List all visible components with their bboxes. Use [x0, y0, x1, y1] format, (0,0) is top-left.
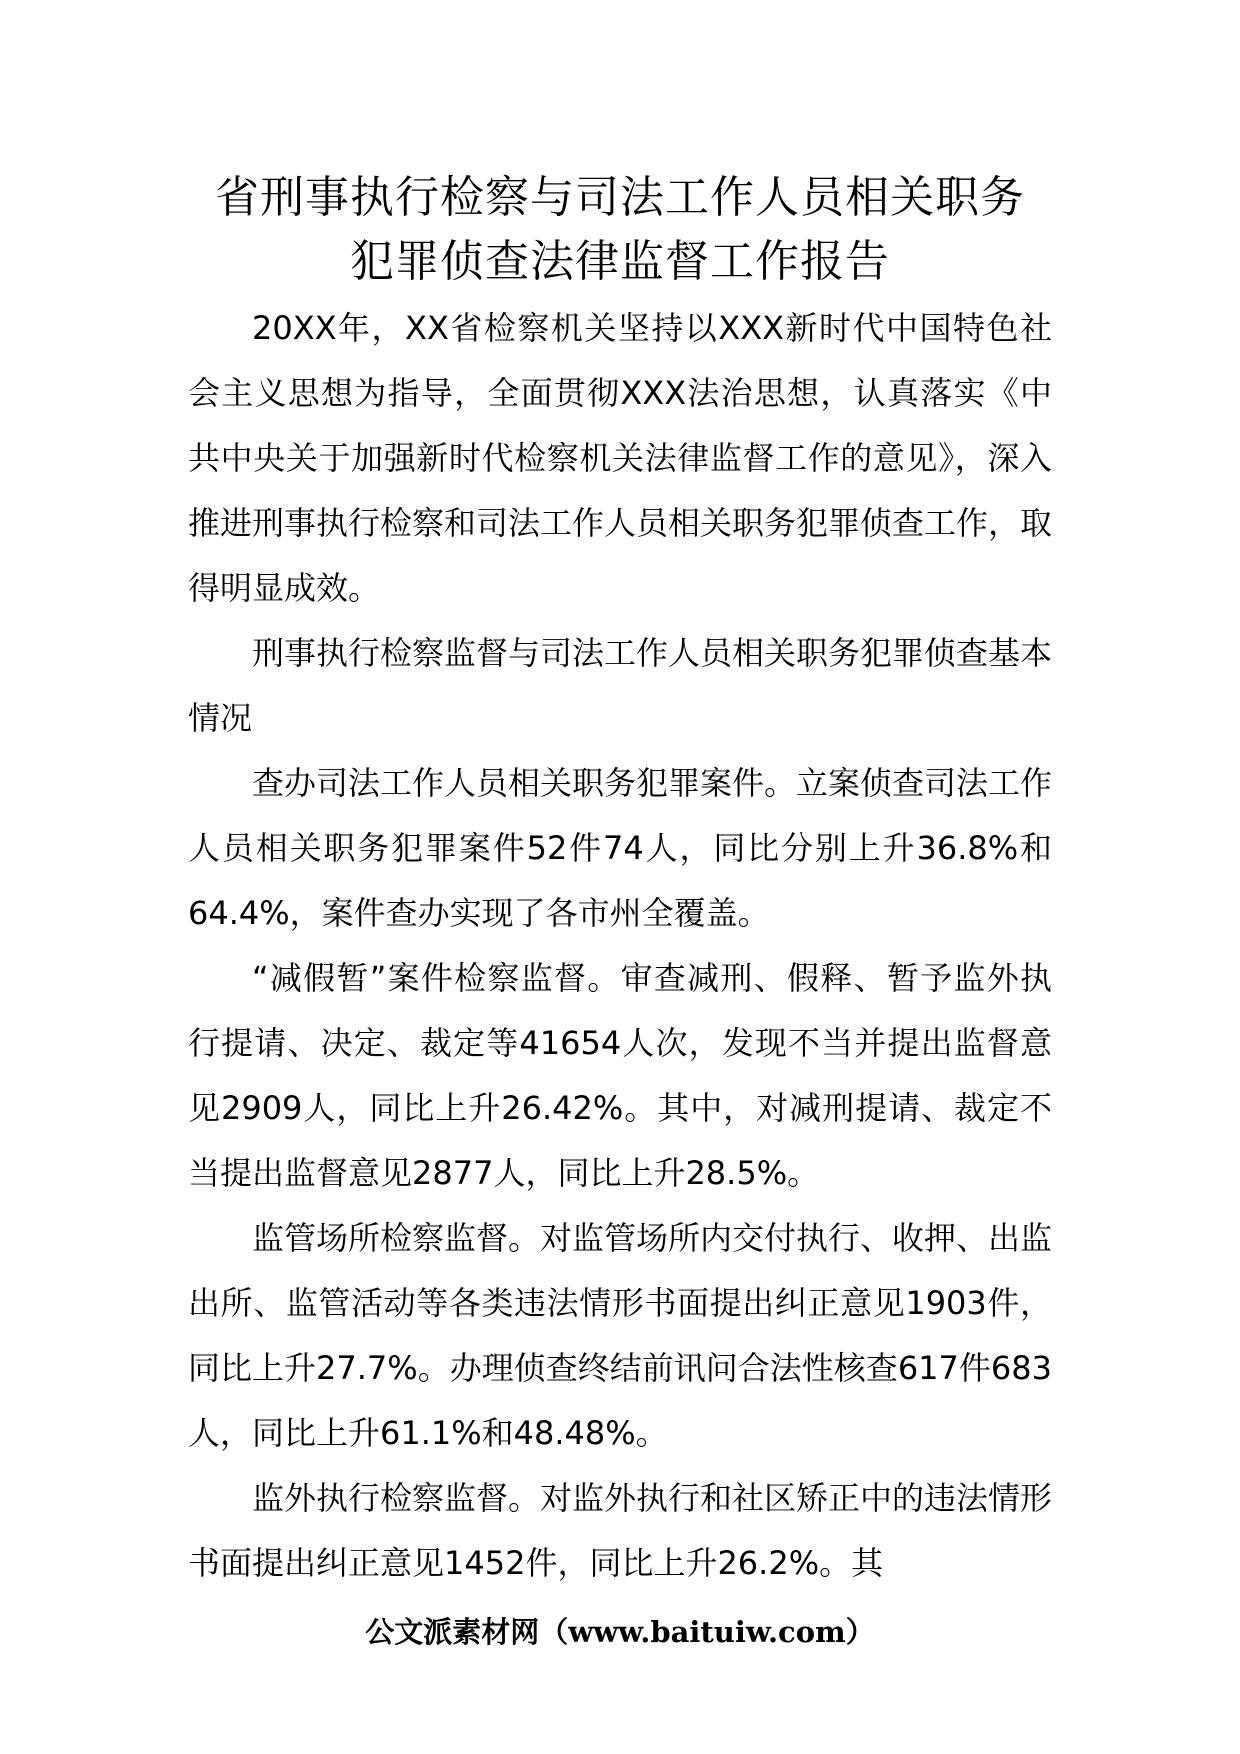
paragraph-section-heading: 刑事执行检察监督与司法工作人员相关职务犯罪侦查基本情况 [188, 634, 1053, 737]
paragraph-commutation-supervision: “减假暂”案件检察监督。审查减刑、假释、暂予监外执行提请、决定、裁定等41654人次，发现不当并提出监督意见2909人，同比上升26.42%。其中，对减刑提请、裁定不当提出监督意见2877人，同比上升28.5%。 [188, 959, 1052, 1192]
footer-watermark: 公文派素材网（www.baituiw.com） [365, 1615, 875, 1649]
paragraph-detention-supervision: 监管场所检察监督。对监管场所内交付执行、收押、出监出所、监管活动等各类违法情形书面提出纠正意见1903件，同比上升27.7%。办理侦查终结前讯问合法性核查617件683人，同比上升61.1%和48.48%。 [188, 1219, 1053, 1452]
paragraph-intro: 20XX年，XX省检察机关坚持以XXX新时代中国特色社会主义思想为指导，全面贯彻XXX法治思想，认真落实《中共中央关于加强新时代检察机关法律监督工作的意见》，深入推进刑事执行检察和司法工作人员相关职务犯罪侦查工作，取得明显成效。 [188, 309, 1053, 607]
document-body [188, 296, 1052, 1596]
document-title-line-1: 省刑事执行检察与司法工作人员相关职务 [215, 172, 1025, 223]
paragraph-case-investigation: 查办司法工作人员相关职务犯罪案件。立案侦查司法工作人员相关职务犯罪案件52件74人，同比分别上升36.8%和64.4%，案件查办实现了各市州全覆盖。 [188, 764, 1053, 932]
paragraph-community-correction: 监外执行检察监督。对监外执行和社区矫正中的违法情形书面提出纠正意见1452件，同比上升26.2%。其 [188, 1479, 1053, 1582]
document-title-line-2: 犯罪侦查法律监督工作报告 [350, 236, 890, 287]
